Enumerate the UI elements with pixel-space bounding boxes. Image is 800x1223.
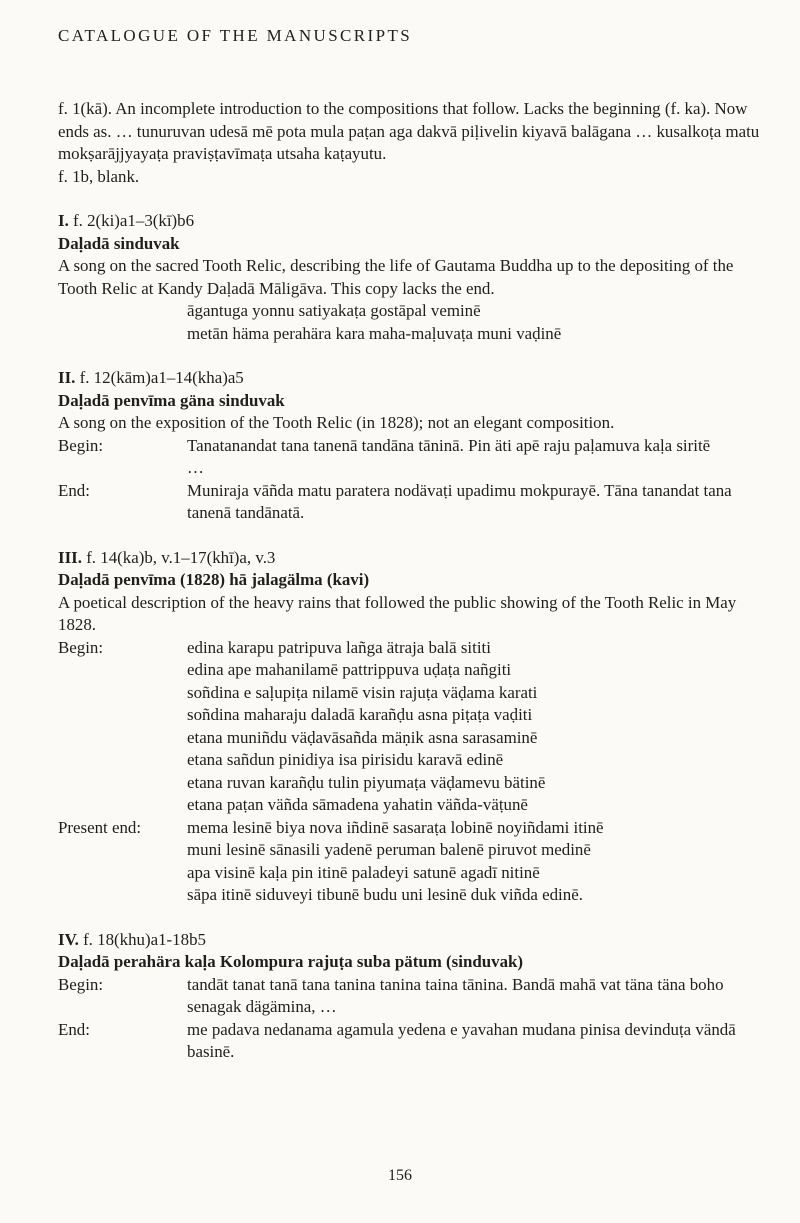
entry-folio: f. 18(khu)a1-18b5 (83, 929, 206, 949)
entry-number: I. (58, 211, 69, 230)
entry-4 (58, 929, 764, 1064)
begin-label: Begin: (58, 637, 104, 657)
entry-title: Daḷadā perahära kaḷa Kolompura rajuṭa suba pätum (sinduvak) (58, 952, 524, 971)
begin-line: edina karapu patripuva lañga ätraja balā sititi (187, 637, 491, 657)
end-line: me padava nedanama agamula yedena e yavahan mudana pinisa devinduṭa vändā basinē. (187, 1019, 736, 1061)
entry-heading (58, 547, 764, 570)
end-line: apa visinē kaḷa pin itinē paladeyi satunē agadī nitinē (187, 862, 540, 882)
intro-section (58, 98, 764, 188)
entry-folio: f. 14(ka)b, v.1–17(khī)a, v.3 (86, 547, 276, 567)
entry-title: Daḷadā penvīma (1828) hā jalagälma (kavi) (58, 570, 370, 589)
begin-line: edina ape mahanilamē pattrippuva uḍaṭa nañgiti (187, 660, 512, 679)
begin-line: Tanatanandat tana tanenā tandāna tāninā. Pin äti apē raju paḷamuva kaḷa siritē (187, 435, 711, 455)
entry-number: IV. (58, 929, 79, 949)
begin-line: … (187, 458, 204, 477)
entry-heading (58, 210, 764, 233)
present-end-label: Present end: (58, 817, 142, 837)
entry-description: A song on the exposition of the Tooth Relic (in 1828); not an elegant composition. (58, 413, 615, 432)
end-line: mema lesinē biya nova iñdinē sasaraṭa lobinē noyiñdami itinē (187, 817, 604, 837)
begin-field (58, 637, 764, 817)
entry-description: A song on the sacred Tooth Relic, describing the life of Gautama Buddha up to the depositing of the Tooth Relic at Kandy Daḷadā Māligāva. This copy lacks the end. (58, 256, 734, 298)
end-field (58, 480, 764, 525)
intro-paragraph: f. 1(kā). An incomplete introduction to the compositions that follow. Lacks the beginning (f. ka). Now ends as. … tunuruvan udesā mē pota mula paṭan aga dakvā piḷivelin kiyavā balāgana … kusalkoṭa matu mokṣarājjyayaṭa praviṣṭavīmaṭa utsaha kaṭayutu. (58, 99, 760, 163)
end-line: muni lesinē sānasili yadenē peruman balenē piruvot medinē (187, 840, 591, 859)
entry-description: A poetical description of the heavy rains that followed the public showing of the Tooth Relic in May 1828. (58, 592, 737, 634)
begin-line: soñdina e saḷupiṭa nilamē visin rajuṭa väḍama karati (187, 682, 538, 702)
begin-label: Begin: (58, 435, 104, 455)
entry-number: III. (58, 547, 82, 567)
entry-folio: f. 2(ki)a1–3(kī)b6 (73, 211, 195, 230)
begin-line: etana muniñdu väḍavāsañda mäṇik asna sarasaminē (187, 727, 538, 747)
begin-line: etana sañdun pinidiya isa pirisidu karavā edinē (187, 750, 504, 769)
entry-heading (58, 929, 764, 952)
entry-3 (58, 547, 764, 907)
verse-line: metān häma perahära kara maha-maḷuvaṭa muni vaḍinē (187, 323, 562, 343)
end-line: sāpa itinē siduveyi tibunē budu uni lesinē duk viñda edinē. (187, 885, 583, 904)
begin-label: Begin: (58, 974, 104, 994)
end-field (58, 1019, 764, 1064)
begin-line: etana ruvan karañḍu tulin piyumaṭa väḍamevu bätinē (187, 772, 546, 792)
entry-number: II. (58, 368, 76, 387)
entry-heading (58, 367, 764, 390)
entry-folio: f. 12(kām)a1–14(kha)a5 (79, 368, 244, 387)
entry-title: Daḷadā penvīma gäna sinduvak (58, 390, 285, 410)
page-body (58, 98, 764, 1064)
begin-field (58, 435, 764, 480)
begin-line: tandāt tanat tanā tana tanina tanina taina tānina. Bandā mahā vat täna täna boho senagak dägämina, … (187, 974, 724, 1016)
begin-line: soñdina maharaju daladā karañḍu asna piṭaṭa vaḍiti (187, 705, 533, 724)
end-label: End: (58, 1019, 90, 1039)
end-label: End: (58, 480, 90, 500)
end-line: Muniraja vāñda matu paratera nodävaṭi upadimu mokpurayē. Tāna tanandat tana tanenā tandānatā. (187, 480, 732, 522)
end-field (58, 817, 764, 907)
begin-field (58, 974, 764, 1019)
entry-1 (58, 210, 764, 345)
entry-title: Daḷadā sinduvak (58, 233, 180, 253)
begin-line: etana paṭan väñda sāmadena yahatin väñda-väṭunē (187, 795, 528, 814)
intro-blank-note: f. 1b, blank. (58, 166, 140, 186)
entry-2 (58, 367, 764, 525)
page-number: 156 (388, 1167, 412, 1184)
running-head: CATALOGUE OF THE MANUSCRIPTS (58, 26, 413, 45)
verse-line: āgantuga yonnu satiyakaṭa gostāpal veminē (187, 301, 481, 320)
